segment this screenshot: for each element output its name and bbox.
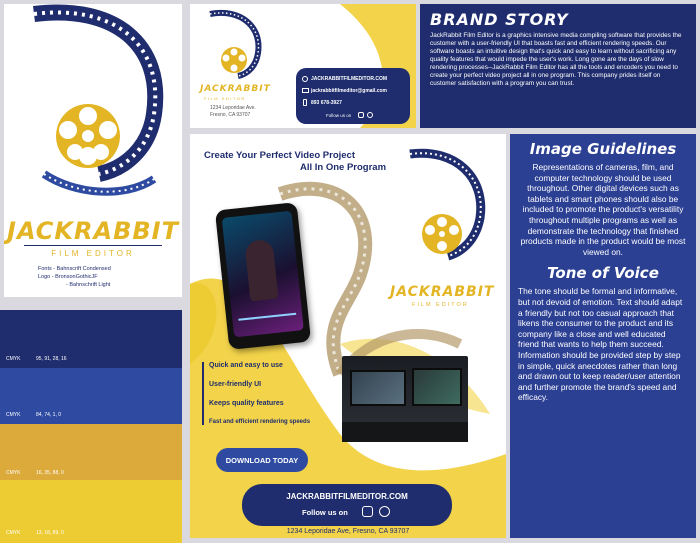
feature-item: User-friendly UI (209, 381, 262, 388)
flyer-address: 1234 Leporidae Ave, Fresno, CA 93707 (286, 528, 410, 535)
flyer-follow-text: Follow us on (302, 508, 348, 517)
globe-icon (302, 76, 308, 82)
card-follow-text: Follow us on (326, 113, 352, 118)
swatch-value: 16, 35, 88, 0 (36, 470, 64, 476)
logo-brand-name: JACKRABBIT (7, 217, 179, 245)
smartphone-image (215, 202, 311, 350)
flyer-headline-line2: All In One Program (300, 162, 387, 173)
swatch-royal (0, 368, 182, 424)
flyer-reel-icon (396, 148, 496, 278)
guidelines-panel (510, 134, 696, 538)
card-email[interactable]: jackrabbitfilmeditor@gmail.com (311, 88, 388, 94)
feature-item: Keeps quality features (209, 400, 284, 407)
swatch-navy (0, 310, 182, 368)
facebook-icon[interactable] (367, 112, 373, 118)
flyer-brand-subtitle: FILM EDITOR (412, 302, 469, 308)
swatch-value: 84, 74, 1, 0 (36, 412, 62, 418)
flyer-website[interactable]: JACKRABBITFILMEDITOR.COM (286, 492, 408, 501)
film-reel-logo-icon (4, 4, 182, 214)
flyer-contact-box (242, 484, 452, 526)
monitors-image (342, 356, 468, 442)
fonts-line: Fonts - Bahnscrift Condensed (38, 266, 111, 272)
feature-list (202, 362, 342, 425)
tone-of-voice-title: Tone of Voice (547, 264, 659, 283)
card-contact-box (296, 68, 410, 124)
card-website[interactable]: JACKRABBITFILMEDITOR.COM (311, 76, 388, 82)
tone-of-voice-body: The tone should be formal and informative, but not devoid of emotion. Text should adapt a friendly but not too casual approach that likens the consumer to the product and its company like a close and well educated friend that wants to help them succeed. Information should be provided step by step in simple, quick anecdotes rather than long and drawn out to keep reader/user attention and further promote the brand's speed and efficacy. (518, 286, 683, 403)
card-address-line1: 1234 Leporidae Ave. (210, 105, 256, 111)
phone-icon (303, 99, 307, 106)
brand-story-title: BRAND STORY (430, 10, 569, 29)
extra-font-line: - Bahnschrift Light (66, 282, 111, 288)
swatch-yellow (0, 480, 182, 543)
swatch-label: CMYK (6, 470, 21, 476)
logo-divider (24, 245, 162, 246)
card-address-line2: Fresno, CA 93707 (210, 112, 251, 118)
logo-panel (4, 4, 182, 297)
swatch-label: CMYK (6, 530, 21, 536)
flyer-headline-line1: Create Your Perfect Video Project (204, 150, 356, 161)
flyer-facebook-icon[interactable] (379, 506, 390, 517)
card-brand-subtitle: FILM EDITOR (204, 96, 246, 101)
swatch-gold (0, 424, 182, 480)
swatch-value: 13, 18, 89, 0 (36, 530, 64, 536)
image-guidelines-body: Representations of cameras, film, and computer technology should be used throughout. Other digital devices such as tablets and smart phones should also be included to promote the product's versatility throughout multiple programs as well as demonstrate the technology that finished products made in the product would be most viewed on. (520, 162, 686, 257)
flyer-panel (190, 134, 506, 538)
swatch-label: CMYK (6, 412, 21, 418)
logo-font-line: Logo - BronsonGothicJF (38, 274, 98, 280)
brand-story-panel (420, 4, 696, 128)
instagram-icon[interactable] (358, 112, 364, 118)
desk (342, 422, 468, 442)
download-today-button[interactable] (216, 448, 308, 472)
mail-icon (302, 88, 309, 93)
flyer-brand-name: JACKRABBIT (390, 284, 495, 300)
brand-story-body: JackRabbit Film Editor is a graphics intensive media compiling software that provides the customer with a user-friendly UI that boasts fast and efficient rendering speeds. Our software boasts an intuitive design that's quick and easy to learn without sacrificing any quality features that would impede the user's work. Long gone are the days of slow rendering processes--JackRabbit Film Editor has all the tools and encoders you need to create your perfect video project all in one program. This company prides itself on customer satisfaction with a program you can trust. (430, 32, 682, 87)
image-guidelines-title: Image Guidelines (529, 140, 677, 158)
monitor-right (412, 368, 462, 406)
card-brand-name: JACKRABBIT (200, 84, 271, 94)
monitor-left (350, 370, 406, 406)
download-button-label: DOWNLOAD TODAY (225, 455, 299, 465)
card-reel-icon (202, 8, 272, 88)
swatch-value: 95, 91, 28, 16 (36, 356, 67, 362)
swatch-label: CMYK (6, 356, 21, 362)
feature-item: Fast and efficient rendering speeds (209, 419, 311, 425)
business-card-panel (190, 4, 416, 128)
feature-item: Quick and easy to use (209, 362, 283, 369)
logo-brand-subtitle: FILM EDITOR (51, 249, 135, 258)
card-phone[interactable]: 893 678-3927 (311, 100, 342, 106)
flyer-instagram-icon[interactable] (362, 506, 373, 517)
